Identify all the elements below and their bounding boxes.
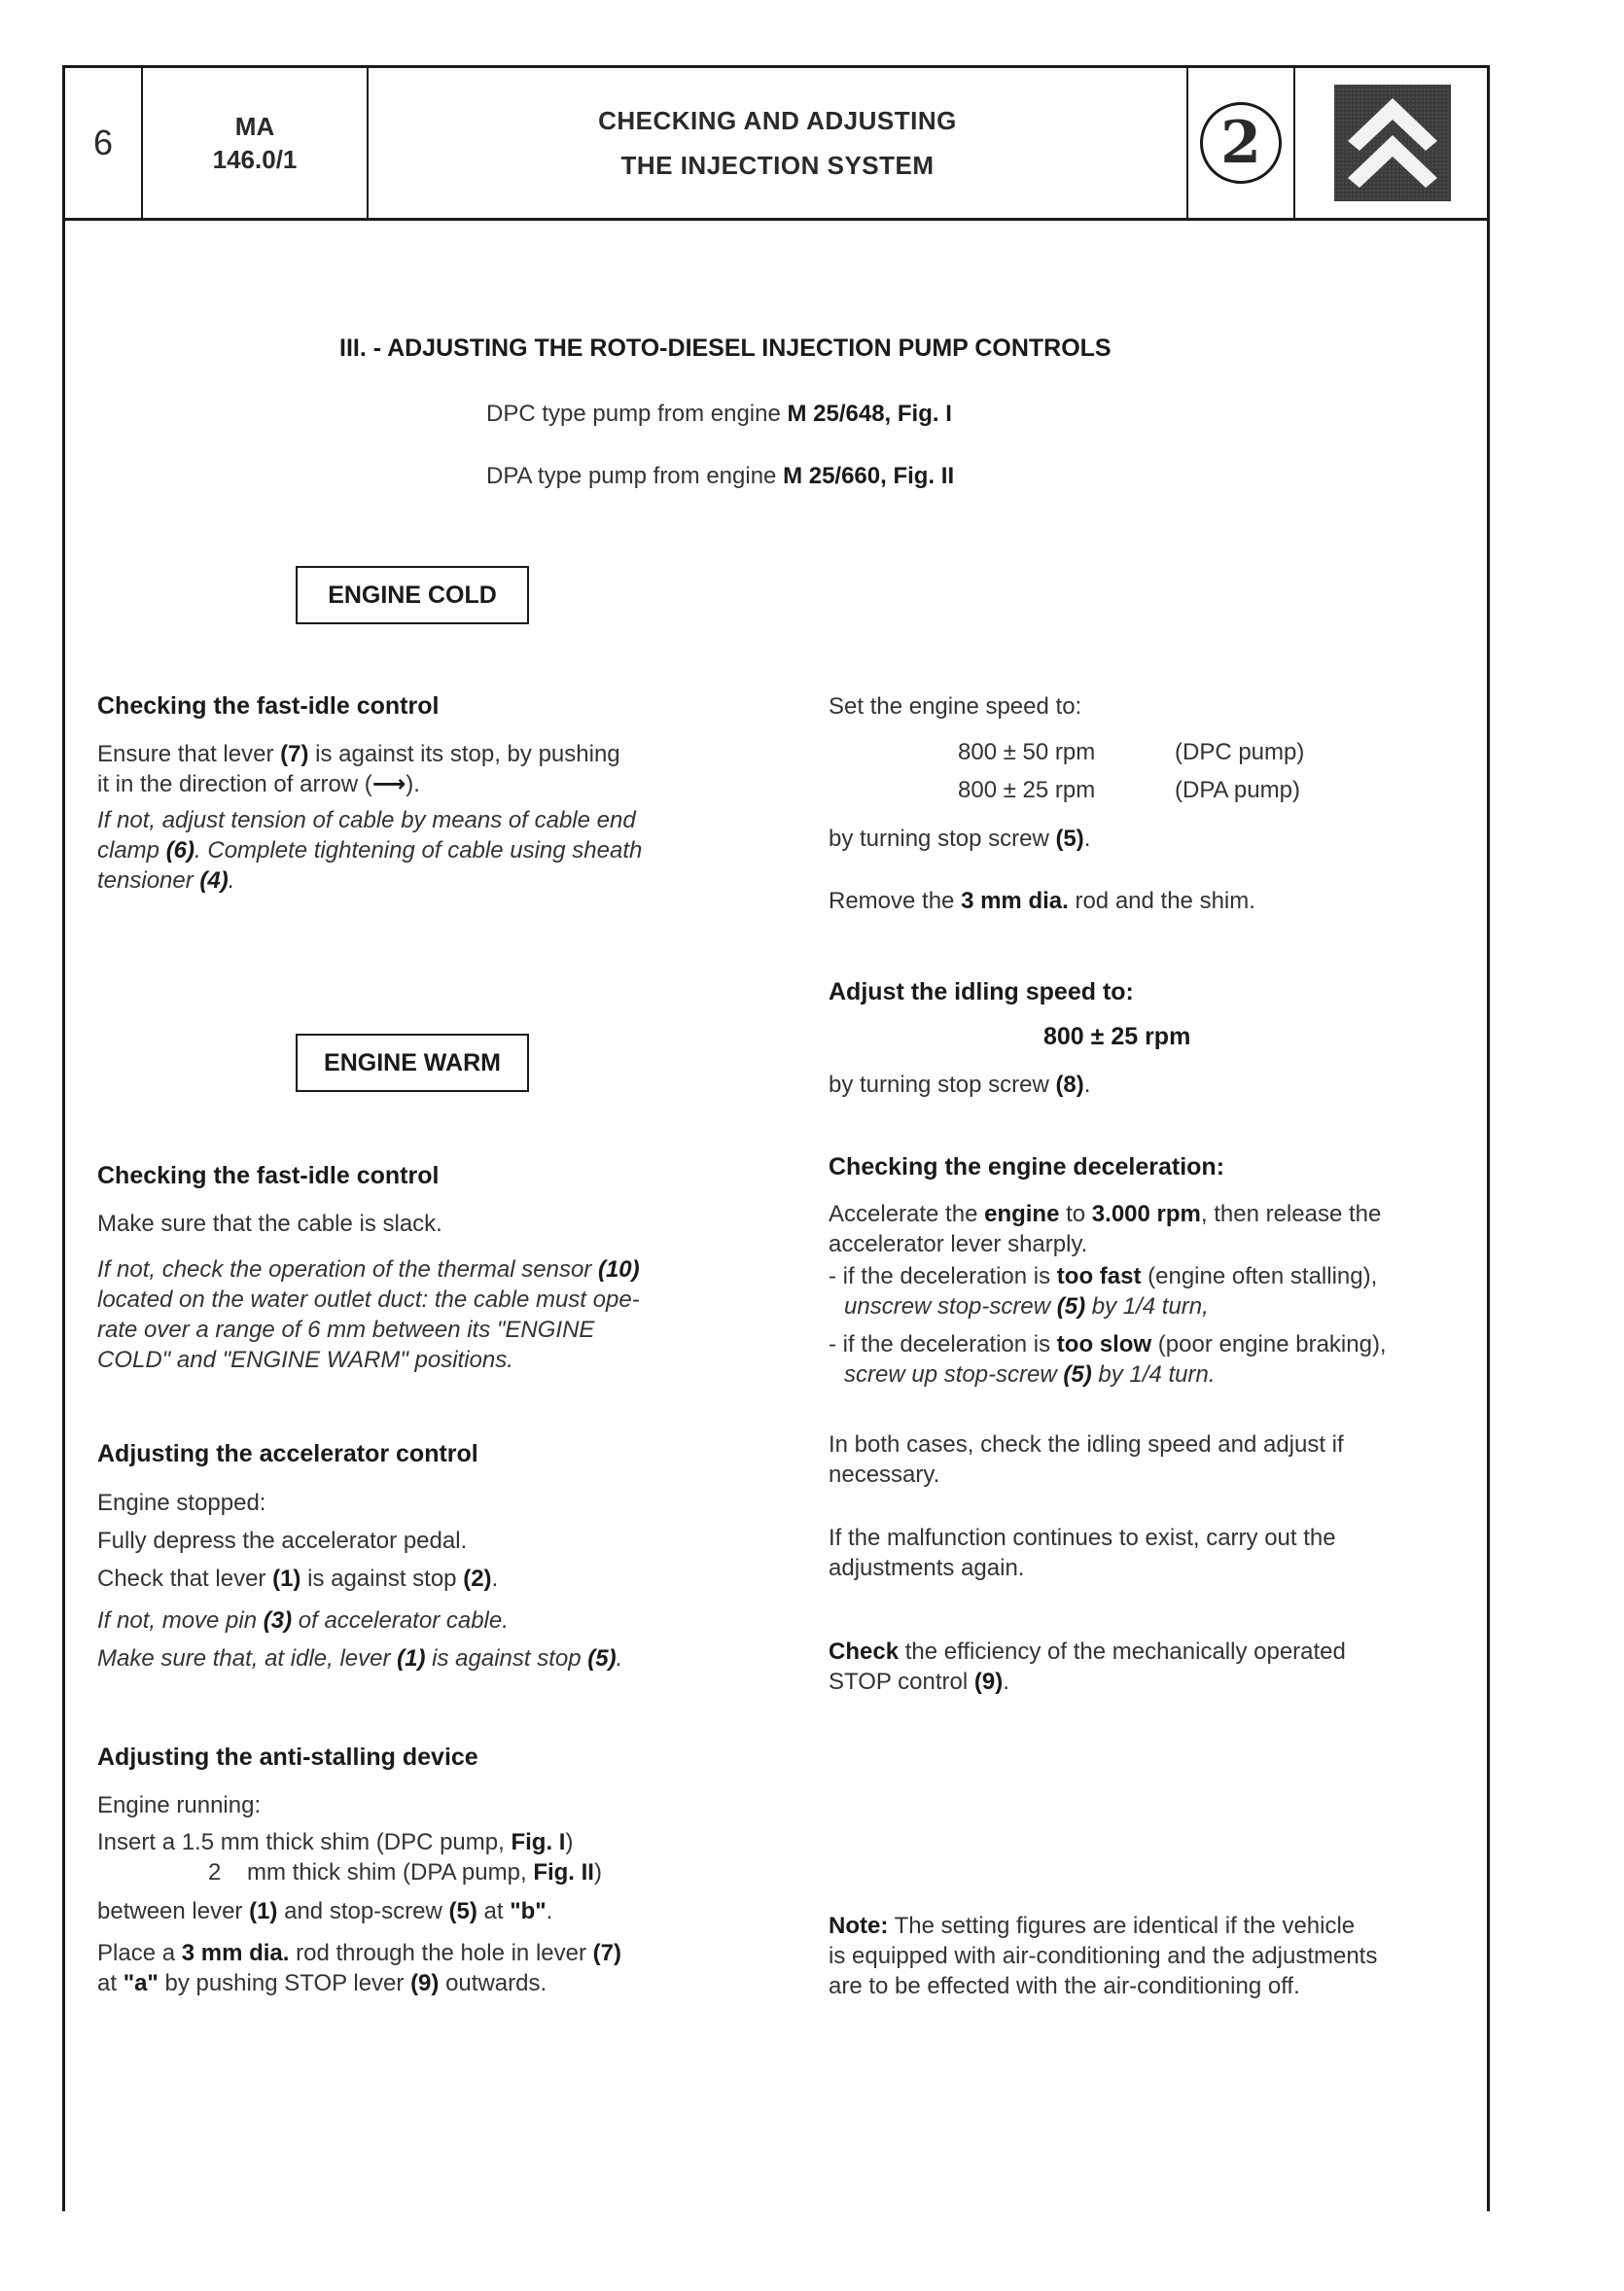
turn-stop-screw-text: by turning stop screw (5). (829, 826, 1091, 852)
set-speed-text: Set the engine speed to: (829, 693, 1082, 720)
dpc-pump-label: (DPC pump) (1175, 739, 1305, 765)
section-badge-cell (1188, 68, 1295, 218)
page-title (369, 68, 1188, 218)
warm-fast-idle-heading: Checking the fast-idle control (97, 1162, 440, 1189)
both-cases-text: In both cases, check the idling speed and adjust if necessary. (829, 1431, 1344, 1488)
section-heading: III. - ADJUSTING THE ROTO-DIESEL INJECTION PUMP CONTROLS (339, 335, 1112, 362)
title-line2: THE INJECTION SYSTEM (620, 151, 935, 180)
arrow-right-icon: ⟶ (371, 771, 406, 797)
citroen-logo-icon (1334, 85, 1451, 201)
idle-turn-text: by turning stop screw (8). (829, 1072, 1091, 1098)
logo-cell (1295, 68, 1490, 218)
cold-fast-idle-text: Ensure that lever (7) is against its stop, by pushing it in the direction of arrow (⟶). (97, 741, 620, 797)
anti-stall-heading: Adjusting the anti-stalling device (97, 1744, 478, 1771)
page-border-right (1487, 218, 1490, 2211)
remove-rod-text: Remove the 3 mm dia. rod and the shim. (829, 888, 1255, 914)
accelerator-text: Engine stopped: Fully depress the accelerator pedal. Check that lever (1) is against stop (2). If not, move pin (3) of accelerator cable. Make sure that, at idle, lever (1) is against stop (5). (97, 1490, 623, 1672)
dpa-pump-label: (DPA pump) (1175, 777, 1300, 803)
anti-stall-text: Engine running: Insert a 1.5 mm thick shim (DPC pump, Fig. I) 2 mm thick shim (DPA pump, Fig. II) between lever (1) and stop-screw (5) at "b". Place a 3 mm dia. rod through the hole in lever (7) at "a" by pushing STOP lever (9) outwards. (97, 1792, 621, 1996)
pump-dpc-line: DPC type pump from engine M 25/648, Fig. I (486, 401, 952, 427)
engine-warm-label: ENGINE WARM (296, 1034, 529, 1092)
note-text: Note: The setting figures are identical if the vehicle is equipped with air-conditioning and the adjustments are to be effected with the air-conditioning off. (829, 1913, 1378, 1999)
section-badge: 2 (1200, 102, 1282, 184)
dpa-speed-value: 800 ± 25 rpm (958, 777, 1096, 803)
title-line1: CHECKING AND ADJUSTING (598, 106, 957, 135)
page-number: 6 (65, 68, 143, 218)
deceleration-heading: Checking the engine deceleration: (829, 1153, 1225, 1181)
dpc-speed-value: 800 ± 50 rpm (958, 739, 1096, 765)
check-stop-control-text: Check the efficiency of the mechanically operated STOP control (9). (829, 1639, 1346, 1695)
warm-fast-idle-adjust: If not, check the operation of the thermal sensor (10) located on the water outlet duct: the cable must ope- rate over a range of 6 mm between its "ENGINE COLD" and "ENGINE WARM" positions. (97, 1256, 640, 1373)
cold-fast-idle-adjust: If not, adjust tension of cable by means of cable end clamp (6). Complete tightening of cable using sheath tensioner (4). (97, 807, 643, 894)
accelerator-heading: Adjusting the accelerator control (97, 1440, 478, 1467)
doc-ref-line2: 146.0/1 (212, 145, 298, 174)
pump-dpa-line: DPA type pump from engine M 25/660, Fig. II (486, 463, 955, 489)
idle-speed-value: 800 ± 25 rpm (1043, 1023, 1191, 1050)
doc-reference (143, 68, 369, 218)
cold-fast-idle-heading: Checking the fast-idle control (97, 692, 440, 720)
idle-speed-heading: Adjust the idling speed to: (829, 978, 1134, 1005)
header-frame (62, 65, 1490, 221)
engine-cold-label: ENGINE COLD (296, 566, 529, 624)
page-border-left (62, 218, 65, 2211)
warm-fast-idle-text: Make sure that the cable is slack. (97, 1211, 442, 1237)
malfunction-text: If the malfunction continues to exist, carry out the adjustments again. (829, 1525, 1336, 1581)
deceleration-text: Accelerate the engine to 3.000 rpm, then release the accelerator lever sharply. - if the deceleration is too fast (engine often stalling), unscrew stop-screw (5) by 1/4 turn, - if the deceleration is too slow (poor engine braking), screw up stop-screw (5) by 1/4 turn. (829, 1201, 1387, 1388)
doc-ref-line1: MA (234, 112, 275, 141)
